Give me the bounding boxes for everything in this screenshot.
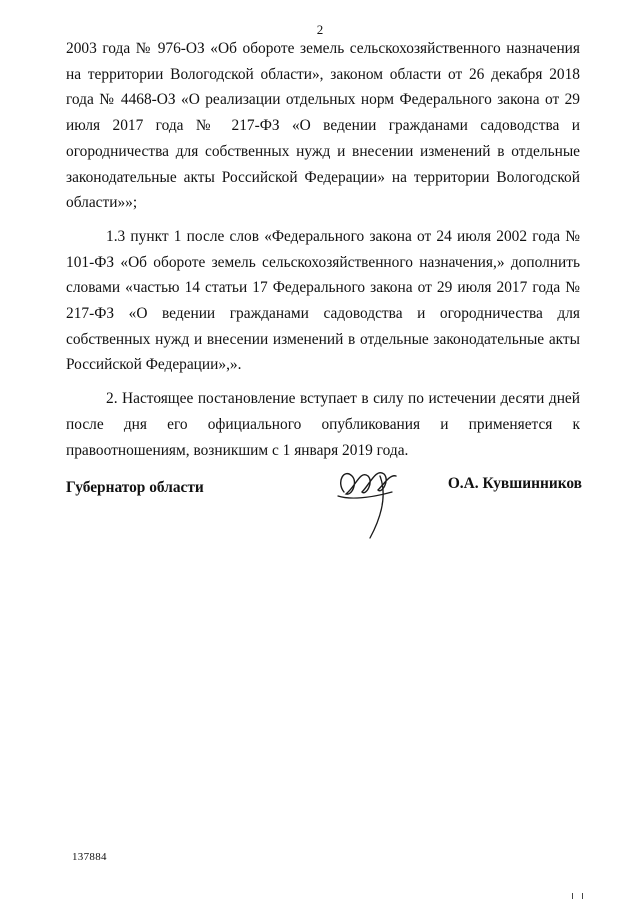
paragraph-item-1-3: 1.3 пункт 1 после слов «Федерального закона от 24 июля 2002 года № 101-ФЗ «Об обороте земель сельскохозяйственного назначения,» дополнить словами «частью 14 статьи 17 Федерального закона от 29 июля 2017 года № 217-ФЗ «О ведении гражданами садоводства и огородничества для собственных нужд и внесении изменений в отдельные законодательные акты Российской Федерации»,». — [66, 227, 580, 374]
document-body — [66, 36, 580, 463]
scan-edge-marks — [570, 889, 586, 899]
signer-name: О.А. Кувшинников — [447, 475, 582, 492]
page-number: 2 — [316, 22, 324, 37]
signature-block — [0, 470, 640, 550]
paragraph-item-2: 2. Настоящее постановление вступает в силу по истечении десяти дней после дня его официального опубликования и применяется к правоотношениям, возникшим с 1 января 2019 года. — [66, 390, 580, 459]
signer-title: Губернатор области — [66, 479, 204, 496]
paragraph-continuation: 2003 года № 976-ОЗ «Об обороте земель сельскохозяйственного назначения на территории Вологодской области», законом области от 26 декабря 2018 года № 4468-ОЗ «О реализации отдельных норм Федерального закона от 29 июля 2017 года № 217-ФЗ «О ведении гражданами садоводства и огородничества для собственных нужд и внесении изменений в отдельные законодательные акты Российской Федерации» на территории Вологодской области»»; — [66, 40, 580, 212]
handwritten-signature — [330, 462, 410, 542]
document-code: 137884 — [72, 851, 107, 863]
